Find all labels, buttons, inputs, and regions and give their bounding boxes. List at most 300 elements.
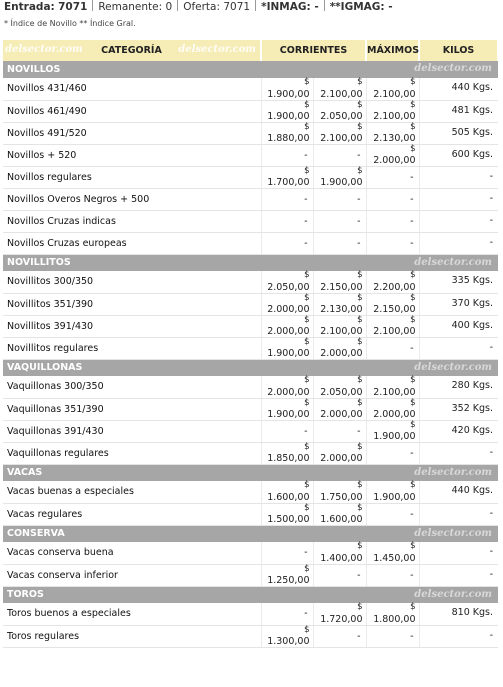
currency-symbol: $ (410, 480, 416, 490)
kilos-value: 352 Kgs. (451, 402, 493, 414)
category-name: Vaquillonas 391/430 (3, 420, 261, 442)
table-row (3, 420, 498, 442)
price-amount: 1.900,00 (373, 430, 416, 442)
price-maximo (366, 210, 419, 232)
empty-value: - (410, 171, 414, 183)
table-row (3, 100, 498, 122)
watermark-logo: delsector.com (414, 527, 492, 539)
kilos-value-cell (419, 420, 498, 442)
price-corriente-max (313, 564, 366, 586)
price-corriente-min (261, 232, 313, 254)
table-row (3, 78, 498, 100)
price-amount: 2.100,00 (373, 386, 416, 398)
empty-value: - (357, 237, 361, 249)
category-name: Novillos Cruzas indicas (3, 210, 261, 232)
kilos-value: 440 Kgs. (451, 82, 493, 93)
kilos-value: 420 Kgs. (451, 424, 493, 436)
price-corriente-min (261, 376, 313, 398)
category-name: Novillitos 391/430 (3, 315, 261, 337)
price-corriente-max (313, 122, 366, 144)
price-corriente-max (313, 293, 366, 315)
kilos-value: - (489, 214, 493, 226)
currency-symbol: $ (304, 336, 310, 347)
price-corriente-min (261, 603, 313, 625)
currency-symbol: $ (304, 165, 310, 176)
empty-value: - (304, 193, 308, 205)
divider (324, 0, 325, 11)
price-corriente-min (261, 166, 313, 188)
currency-symbol: $ (357, 314, 363, 325)
currency-symbol: $ (304, 375, 310, 385)
table-row (3, 122, 498, 144)
section-title-cell (3, 359, 498, 376)
empty-value: - (410, 215, 414, 227)
category-name: Novillitos regulares (3, 337, 261, 359)
currency-symbol: $ (304, 624, 310, 635)
section-title: NOVILLOS (7, 64, 61, 75)
price-amount: 1.850,00 (267, 452, 310, 464)
table-row (3, 188, 498, 210)
currency-symbol: $ (357, 397, 363, 408)
kilos-value-cell (419, 144, 498, 166)
table-row (3, 337, 498, 359)
category-name: Novillos 491/520 (3, 122, 261, 144)
currency-symbol: $ (304, 292, 310, 303)
currency-symbol: $ (357, 99, 363, 110)
kilos-value-cell (419, 210, 498, 232)
section-header (3, 586, 498, 603)
section-header (3, 359, 498, 376)
kilos-value-cell (419, 232, 498, 254)
price-maximo (366, 144, 419, 166)
price-amount: 2.050,00 (320, 110, 363, 122)
price-corriente-max (313, 503, 366, 525)
price-maximo (366, 271, 419, 293)
kilos-value: - (489, 341, 493, 353)
header-maximos: MÁXIMOS (366, 40, 419, 61)
currency-symbol: $ (410, 375, 416, 385)
kilos-value-cell (419, 564, 498, 586)
price-amount: 1.750,00 (320, 491, 363, 503)
currency-symbol: $ (410, 292, 416, 303)
currency-symbol: $ (304, 270, 310, 280)
price-amount: 1.600,00 (320, 513, 363, 525)
empty-value: - (357, 425, 361, 437)
price-amount: 2.100,00 (373, 88, 416, 100)
table-row (3, 442, 498, 464)
currency-symbol: $ (304, 314, 310, 325)
table-row (3, 166, 498, 188)
price-amount: 1.250,00 (267, 574, 310, 586)
price-corriente-min (261, 542, 313, 564)
index-legend: * Índice de Novillo ** Índice Gral. (4, 19, 136, 28)
table-header (3, 40, 498, 61)
price-amount: 1.720,00 (320, 613, 363, 625)
price-amount: 2.000,00 (267, 386, 310, 398)
kilos-value-cell (419, 271, 498, 293)
table-body (3, 61, 498, 647)
section-title-cell (3, 61, 498, 78)
price-amount: 1.800,00 (373, 613, 416, 625)
currency-symbol: $ (410, 419, 416, 430)
watermark-logo: delsector.com (414, 466, 492, 478)
empty-value: - (304, 149, 308, 161)
kilos-value-cell (419, 100, 498, 122)
price-corriente-max (313, 232, 366, 254)
kilos-value-cell (419, 625, 498, 647)
price-amount: 1.900,00 (267, 110, 310, 122)
header-kilos: KILOS (419, 40, 498, 61)
currency-symbol: $ (357, 336, 363, 347)
price-corriente-min (261, 100, 313, 122)
empty-value: - (410, 193, 414, 205)
market-summary-bar (4, 0, 499, 15)
kilos-value-cell (419, 503, 498, 525)
currency-symbol: $ (410, 602, 416, 612)
section-title: NOVILLITOS (7, 257, 71, 269)
currency-symbol: $ (410, 270, 416, 280)
category-name: Novillos + 520 (3, 144, 261, 166)
price-amount: 1.880,00 (267, 132, 310, 144)
kilos-value: 440 Kgs. (451, 485, 493, 496)
category-name: Toros buenos a especiales (3, 603, 261, 625)
table-row (3, 481, 498, 503)
kilos-value: - (489, 192, 493, 204)
price-corriente-min (261, 315, 313, 337)
watermark-logo: delsector.com (414, 588, 492, 600)
section-header (3, 61, 498, 78)
divider (255, 0, 256, 11)
price-amount: 2.000,00 (320, 347, 363, 359)
price-maximo (366, 166, 419, 188)
price-corriente-min (261, 625, 313, 647)
price-amount: 2.100,00 (320, 132, 363, 144)
category-name: Novillos Overos Negros + 500 (3, 188, 261, 210)
price-corriente-max (313, 376, 366, 398)
currency-symbol: $ (357, 541, 363, 551)
kilos-value-cell (419, 293, 498, 315)
price-amount: 2.130,00 (320, 303, 363, 315)
kilos-value-cell (419, 337, 498, 359)
price-amount: 2.000,00 (320, 408, 363, 420)
inmag-stat: *INMAG: - (261, 1, 319, 13)
empty-value: - (357, 149, 361, 161)
watermark-logo: delsector.com (414, 361, 492, 373)
price-corriente-min (261, 481, 313, 503)
entrada-stat: Entrada: 7071 (4, 1, 88, 13)
price-maximo (366, 481, 419, 503)
kilos-value: 481 Kgs. (451, 104, 493, 116)
price-amount: 1.450,00 (373, 552, 416, 564)
section-title-cell (3, 254, 498, 271)
category-name: Vaquillonas 351/390 (3, 398, 261, 420)
igmag-stat: **IGMAG: - (329, 1, 393, 13)
section-title-cell (3, 586, 498, 603)
currency-symbol: $ (304, 502, 310, 513)
price-amount: 2.100,00 (373, 325, 416, 337)
kilos-value: - (489, 236, 493, 248)
price-amount: 1.700,00 (267, 176, 310, 188)
empty-value: - (410, 342, 414, 354)
currency-symbol: $ (304, 480, 310, 490)
currency-symbol: $ (304, 99, 310, 110)
empty-value: - (410, 237, 414, 249)
table-row (3, 271, 498, 293)
kilos-value: - (489, 629, 493, 641)
price-amount: 1.300,00 (267, 635, 310, 647)
price-corriente-min (261, 188, 313, 210)
table-row (3, 376, 498, 398)
price-amount: 1.500,00 (267, 513, 310, 525)
price-amount: 2.000,00 (320, 452, 363, 464)
divider (92, 0, 93, 11)
header-corrientes: CORRIENTES (261, 40, 366, 61)
kilos-value-cell (419, 166, 498, 188)
table-row (3, 315, 498, 337)
kilos-value: 600 Kgs. (451, 148, 493, 160)
kilos-value: 505 Kgs. (451, 126, 493, 138)
empty-value: - (357, 630, 361, 642)
watermark-logo: delsector.com (178, 44, 256, 55)
price-amount: 2.050,00 (320, 386, 363, 398)
section-header (3, 254, 498, 271)
price-maximo (366, 78, 419, 100)
kilos-value: 280 Kgs. (451, 380, 493, 391)
kilos-value-cell (419, 122, 498, 144)
empty-value: - (410, 447, 414, 459)
price-maximo (366, 188, 419, 210)
price-corriente-max (313, 166, 366, 188)
kilos-value-cell (419, 398, 498, 420)
price-corriente-max (313, 420, 366, 442)
currency-symbol: $ (357, 270, 363, 280)
kilos-value: - (489, 446, 493, 458)
price-corriente-min (261, 144, 313, 166)
price-corriente-min (261, 564, 313, 586)
kilos-value-cell (419, 188, 498, 210)
currency-symbol: $ (304, 397, 310, 408)
empty-value: - (357, 569, 361, 581)
price-amount: 2.000,00 (373, 154, 416, 166)
price-amount: 2.150,00 (320, 281, 363, 293)
currency-symbol: $ (410, 99, 416, 110)
price-corriente-max (313, 625, 366, 647)
currency-symbol: $ (357, 602, 363, 612)
price-corriente-min (261, 442, 313, 464)
kilos-value-cell (419, 481, 498, 503)
empty-value: - (304, 237, 308, 249)
price-maximo (366, 503, 419, 525)
empty-value: - (304, 547, 308, 558)
empty-value: - (304, 425, 308, 437)
price-amount: 1.900,00 (267, 88, 310, 100)
price-corriente-min (261, 398, 313, 420)
oferta-stat: Oferta: 7071 (183, 1, 251, 13)
category-name: Novillos regulares (3, 166, 261, 188)
price-corriente-max (313, 100, 366, 122)
price-corriente-max (313, 144, 366, 166)
currency-symbol: $ (357, 375, 363, 385)
price-maximo (366, 293, 419, 315)
watermark-logo: delsector.com (5, 44, 83, 55)
table-row (3, 625, 498, 647)
price-maximo (366, 315, 419, 337)
section-title: CONSERVA (7, 528, 65, 540)
price-amount: 2.150,00 (373, 303, 416, 315)
currency-symbol: $ (357, 502, 363, 513)
currency-symbol: $ (410, 397, 416, 408)
table-row (3, 542, 498, 564)
category-name: Vacas regulares (3, 503, 261, 525)
watermark-logo: delsector.com (414, 63, 492, 74)
price-amount: 1.900,00 (320, 176, 363, 188)
table-row (3, 144, 498, 166)
currency-symbol: $ (357, 121, 363, 132)
section-title: VACAS (7, 467, 43, 479)
price-maximo (366, 122, 419, 144)
currency-symbol: $ (410, 77, 416, 87)
kilos-value-cell (419, 376, 498, 398)
price-corriente-max (313, 271, 366, 293)
category-name: Novillos 431/460 (3, 78, 261, 100)
currency-symbol: $ (357, 441, 363, 452)
price-amount: 2.000,00 (267, 303, 310, 315)
category-name: Vacas conserva inferior (3, 564, 261, 586)
price-corriente-max (313, 603, 366, 625)
empty-value: - (410, 508, 414, 520)
empty-value: - (410, 569, 414, 581)
divider (177, 0, 178, 11)
kilos-value: - (489, 568, 493, 580)
empty-value: - (410, 630, 414, 642)
price-amount: 1.900,00 (373, 491, 416, 503)
price-amount: 1.600,00 (267, 491, 310, 503)
price-corriente-max (313, 315, 366, 337)
kilos-value-cell (419, 542, 498, 564)
currency-symbol: $ (357, 77, 363, 87)
kilos-value: - (489, 170, 493, 182)
price-amount: 2.100,00 (320, 325, 363, 337)
section-title: TOROS (7, 589, 44, 601)
price-corriente-min (261, 210, 313, 232)
remanente-stat: Remanente: 0 (98, 1, 173, 13)
empty-value: - (357, 193, 361, 205)
price-maximo (366, 625, 419, 647)
price-corriente-max (313, 210, 366, 232)
kilos-value-cell (419, 315, 498, 337)
price-corriente-min (261, 271, 313, 293)
price-corriente-max (313, 337, 366, 359)
currency-symbol: $ (304, 121, 310, 132)
price-amount: 1.400,00 (320, 552, 363, 564)
price-amount: 2.200,00 (373, 281, 416, 293)
kilos-value-cell (419, 603, 498, 625)
price-table (3, 40, 499, 648)
section-title-cell (3, 464, 498, 481)
price-amount: 1.900,00 (267, 408, 310, 420)
empty-value: - (304, 608, 308, 619)
table-row (3, 232, 498, 254)
price-corriente-max (313, 78, 366, 100)
currency-symbol: $ (410, 541, 416, 551)
currency-symbol: $ (357, 480, 363, 490)
price-corriente-max (313, 542, 366, 564)
table-row (3, 293, 498, 315)
price-corriente-max (313, 481, 366, 503)
category-name: Vaquillonas regulares (3, 442, 261, 464)
table-row (3, 210, 498, 232)
section-header (3, 525, 498, 542)
category-name: Vacas buenas a especiales (3, 481, 261, 503)
currency-symbol: $ (304, 563, 310, 574)
section-title: VAQUILLONAS (7, 362, 83, 374)
currency-symbol: $ (304, 77, 310, 87)
currency-symbol: $ (410, 314, 416, 325)
header-categoria: delsector.com delsector.com CATEGORÍA (3, 40, 261, 61)
table-row (3, 398, 498, 420)
price-amount: 2.130,00 (373, 132, 416, 144)
table-row (3, 564, 498, 586)
price-corriente-max (313, 442, 366, 464)
currency-symbol: $ (410, 121, 416, 132)
kilos-value: - (489, 507, 493, 519)
price-maximo (366, 232, 419, 254)
category-name: Novillitos 351/390 (3, 293, 261, 315)
price-corriente-max (313, 398, 366, 420)
price-maximo (366, 398, 419, 420)
price-maximo (366, 420, 419, 442)
price-amount: 2.050,00 (267, 281, 310, 293)
table-row (3, 503, 498, 525)
category-name: Vaquillonas 300/350 (3, 376, 261, 398)
price-corriente-min (261, 293, 313, 315)
category-name: Novillos Cruzas europeas (3, 232, 261, 254)
price-amount: 2.100,00 (373, 110, 416, 122)
price-amount: 1.900,00 (267, 347, 310, 359)
kilos-value-cell (419, 442, 498, 464)
price-amount: 2.000,00 (373, 408, 416, 420)
kilos-value: 400 Kgs. (451, 319, 493, 331)
currency-symbol: $ (304, 441, 310, 452)
category-name: Toros regulares (3, 625, 261, 647)
table-row (3, 603, 498, 625)
section-header (3, 464, 498, 481)
price-corriente-min (261, 78, 313, 100)
empty-value: - (304, 215, 308, 227)
kilos-value: - (489, 546, 493, 557)
price-maximo (366, 376, 419, 398)
kilos-value-cell (419, 78, 498, 100)
price-corriente-min (261, 122, 313, 144)
price-amount: 2.100,00 (320, 88, 363, 100)
price-maximo (366, 564, 419, 586)
empty-value: - (357, 215, 361, 227)
currency-symbol: $ (410, 143, 416, 154)
kilos-value: 370 Kgs. (451, 297, 493, 309)
currency-symbol: $ (357, 292, 363, 303)
price-maximo (366, 603, 419, 625)
price-corriente-min (261, 503, 313, 525)
watermark-logo: delsector.com (414, 256, 492, 268)
price-maximo (366, 542, 419, 564)
price-corriente-min (261, 337, 313, 359)
category-name: Novillitos 300/350 (3, 271, 261, 293)
kilos-value: 335 Kgs. (451, 275, 493, 286)
price-maximo (366, 337, 419, 359)
category-name: Vacas conserva buena (3, 542, 261, 564)
price-amount: 2.000,00 (267, 325, 310, 337)
price-corriente-min (261, 420, 313, 442)
